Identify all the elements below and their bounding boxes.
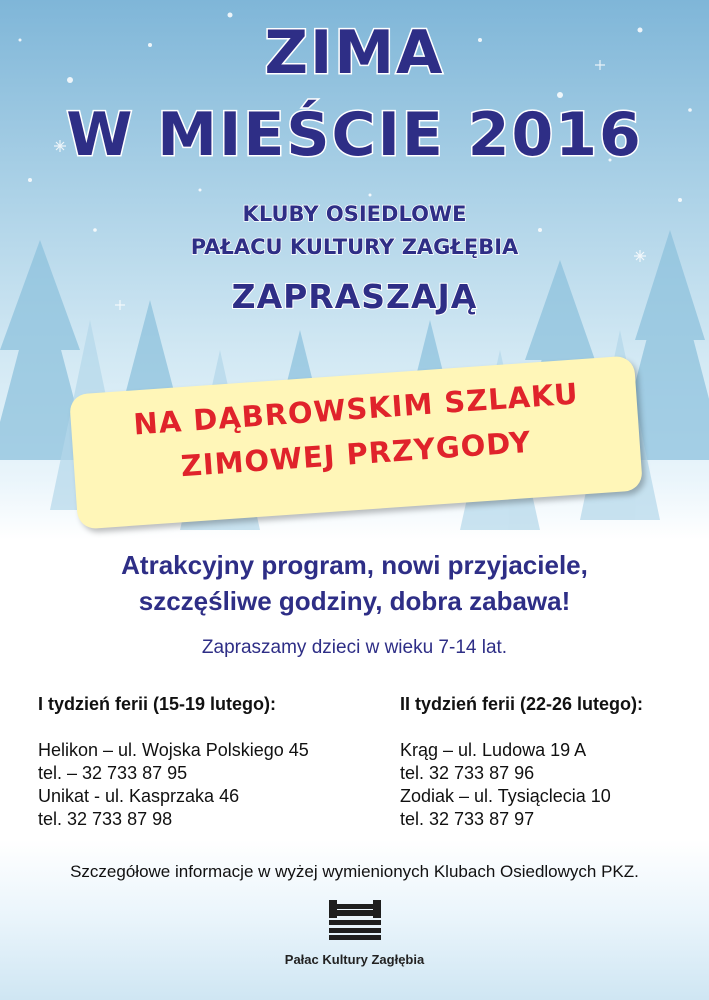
lead-line-1: Atrakcyjny program, nowi przyjaciele, — [121, 550, 588, 580]
week-1-line: tel. 32 733 87 98 — [38, 809, 173, 829]
week-1-line: Unikat - ul. Kasprzaka 46 — [38, 786, 240, 806]
subtitle-line-3: ZAPRASZAJĄ — [231, 277, 478, 316]
week-2-heading: II tydzień ferii (22-26 lutego): — [400, 694, 644, 714]
week-2-line: Krąg – ul. Ludowa 19 A — [400, 740, 587, 760]
subtitle-line-1: KLUBY OSIEDLOWE — [242, 202, 467, 226]
week-1-line: tel. – 32 733 87 95 — [38, 763, 188, 783]
details-note: Szczegółowe informacje w wyżej wymienionych Klubach Osiedlowych PKZ. — [70, 862, 639, 881]
week-2-line: tel. 32 733 87 97 — [400, 809, 535, 829]
banner-line-1: NA DĄBROWSKIM SZLAKU — [132, 376, 580, 442]
logo-caption: Pałac Kultury Zagłębia — [284, 952, 425, 967]
week-1-heading: I tydzień ferii (15-19 lutego): — [38, 694, 277, 714]
week-1-line: Helikon – ul. Wojska Polskiego 45 — [38, 740, 309, 760]
week-2-line: Zodiak – ul. Tysiąclecia 10 — [400, 786, 611, 806]
pkz-logo-icon — [329, 900, 381, 940]
age-invitation: Zapraszamy dzieci w wieku 7-14 lat. — [201, 637, 508, 658]
subtitle-line-2: PAŁACU KULTURY ZAGŁĘBIA — [190, 235, 519, 259]
title-line-1: ZIMA — [264, 18, 445, 88]
banner-line-2: ZIMOWEJ PRZYGODY — [179, 424, 533, 484]
week-2-line: tel. 32 733 87 96 — [400, 763, 535, 783]
week-2-schedule — [400, 693, 700, 831]
lead-line-2: szczęśliwe godziny, dobra zabawa! — [138, 586, 571, 616]
title-line-2: W MIEŚCIE 2016 — [66, 100, 643, 170]
week-1-schedule — [38, 693, 368, 831]
